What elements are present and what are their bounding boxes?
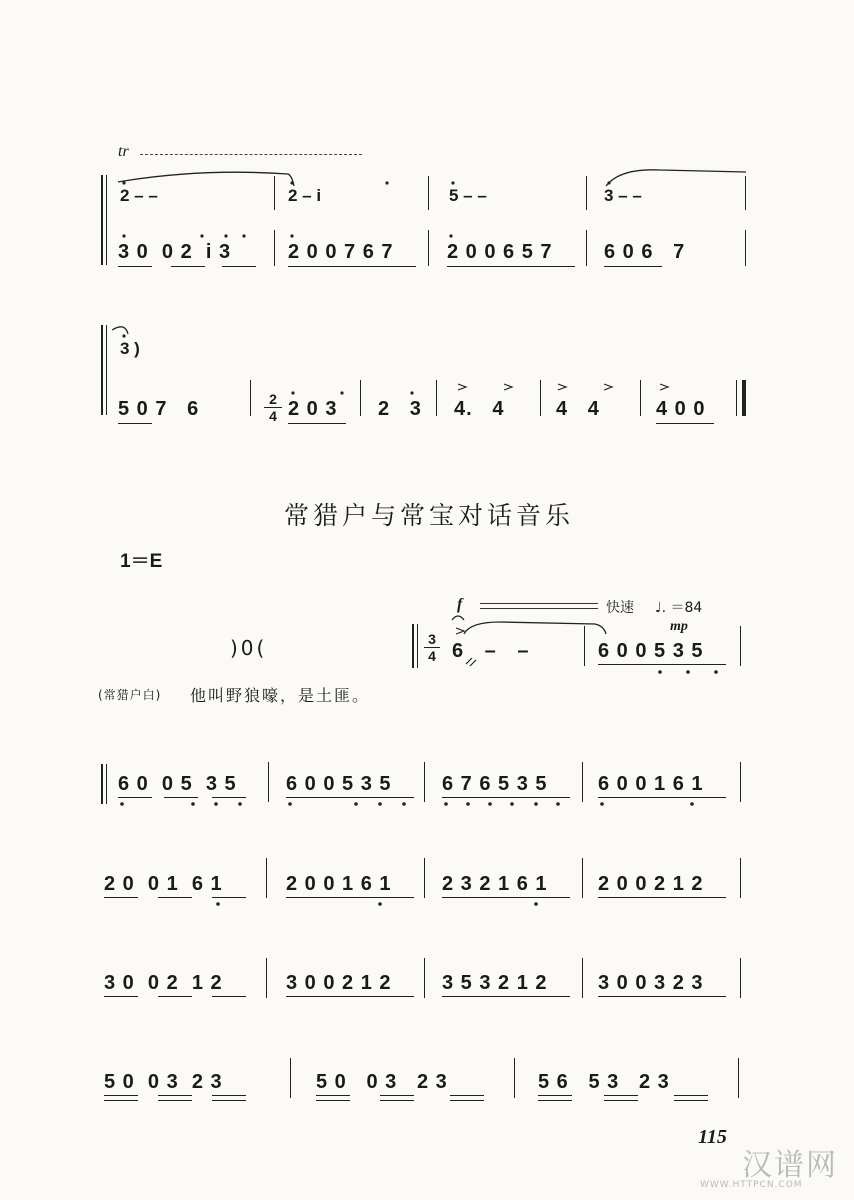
measure: 5 6 5 3 2 3 [538,1071,670,1093]
measure: 6 0 0 5 3 5 [286,773,392,795]
lower-measure-4: 4. 4 [454,398,505,420]
measure: 3 0 0 2 1 2 [286,972,392,994]
paren-rest: )0( [230,636,268,660]
lower-measure-2: 2 0 0 7 6 7 [288,241,394,263]
measure: 3 5 3 2 1 2 [442,972,548,994]
lower-measure-3: 2 0 0 6 5 7 [447,241,553,263]
time-signature-2-4: 2 4 [264,392,282,423]
lower-measure-3: 2 3 [378,398,422,420]
measure: 5 0 0 3 2 3 [316,1071,448,1093]
watermark-logo: 汉谱网 [742,1148,838,1183]
upper-measure-3: 5 – – [449,186,487,205]
time-signature-3-4: 3 4 [424,632,440,663]
measure: 2 0 0 1 6 1 [286,873,392,895]
upper-measure-2: 2 – i [288,186,322,205]
measure: 6 0 0 1 6 1 [598,773,704,795]
trill-mark: tr [118,143,129,160]
tie-slur [118,172,294,186]
section-title: 常猎户与常宝对话音乐 [283,501,574,530]
measure: 3 0 0 2 1 2 [104,972,223,994]
measure: 2 0 0 1 6 1 [104,873,223,895]
lower-measure-6: 4 0 0 [656,398,706,420]
tie-slur [606,170,746,186]
measure: 2 0 0 2 1 2 [598,873,704,895]
slur-end [112,327,128,334]
spoken-line: 他叫野狼嚎，是土匪。 [190,686,371,705]
upper-measure-4: 3 – – [604,186,642,205]
lower-measure-5: 4 4 [556,398,600,420]
measure: 6 0 0 5 3 5 [118,773,237,795]
measure: 6 7 6 5 3 5 [442,773,548,795]
tempo-mark: ♩. ＝84 [655,600,703,616]
intro-measure-2: 6 0 0 5 3 5 [598,640,704,662]
dynamic-forte: f [457,596,463,613]
upper-measure-1: 3 ) [120,339,140,358]
intro-measure-1: 6 – – [452,640,530,662]
measure: 2 3 2 1 6 1 [442,873,548,895]
lower-measure-4: 6 0 6 7 [604,241,686,263]
lower-measure-1: 3 0 0 2 i 3 [118,241,232,263]
watermark-url: WWW.HTTPCN.COM [700,1180,803,1190]
measure: 5 0 0 3 2 3 [104,1071,223,1093]
measure: 3 0 0 3 2 3 [598,972,704,994]
speaker-label: (常猎户白) [98,688,162,702]
key-signature: 1＝E [120,551,163,572]
tie-slur [464,622,606,634]
lower-measure-1: 5 0 7 6 [118,398,200,420]
page-number: 115 [698,1126,727,1148]
lower-measure-2: 2 0 3 [288,398,338,420]
upper-measure-1: 2 – – [120,186,158,205]
tempo-text: 快速 [606,600,634,616]
dynamic-mezzo-piano: mp [670,619,688,634]
